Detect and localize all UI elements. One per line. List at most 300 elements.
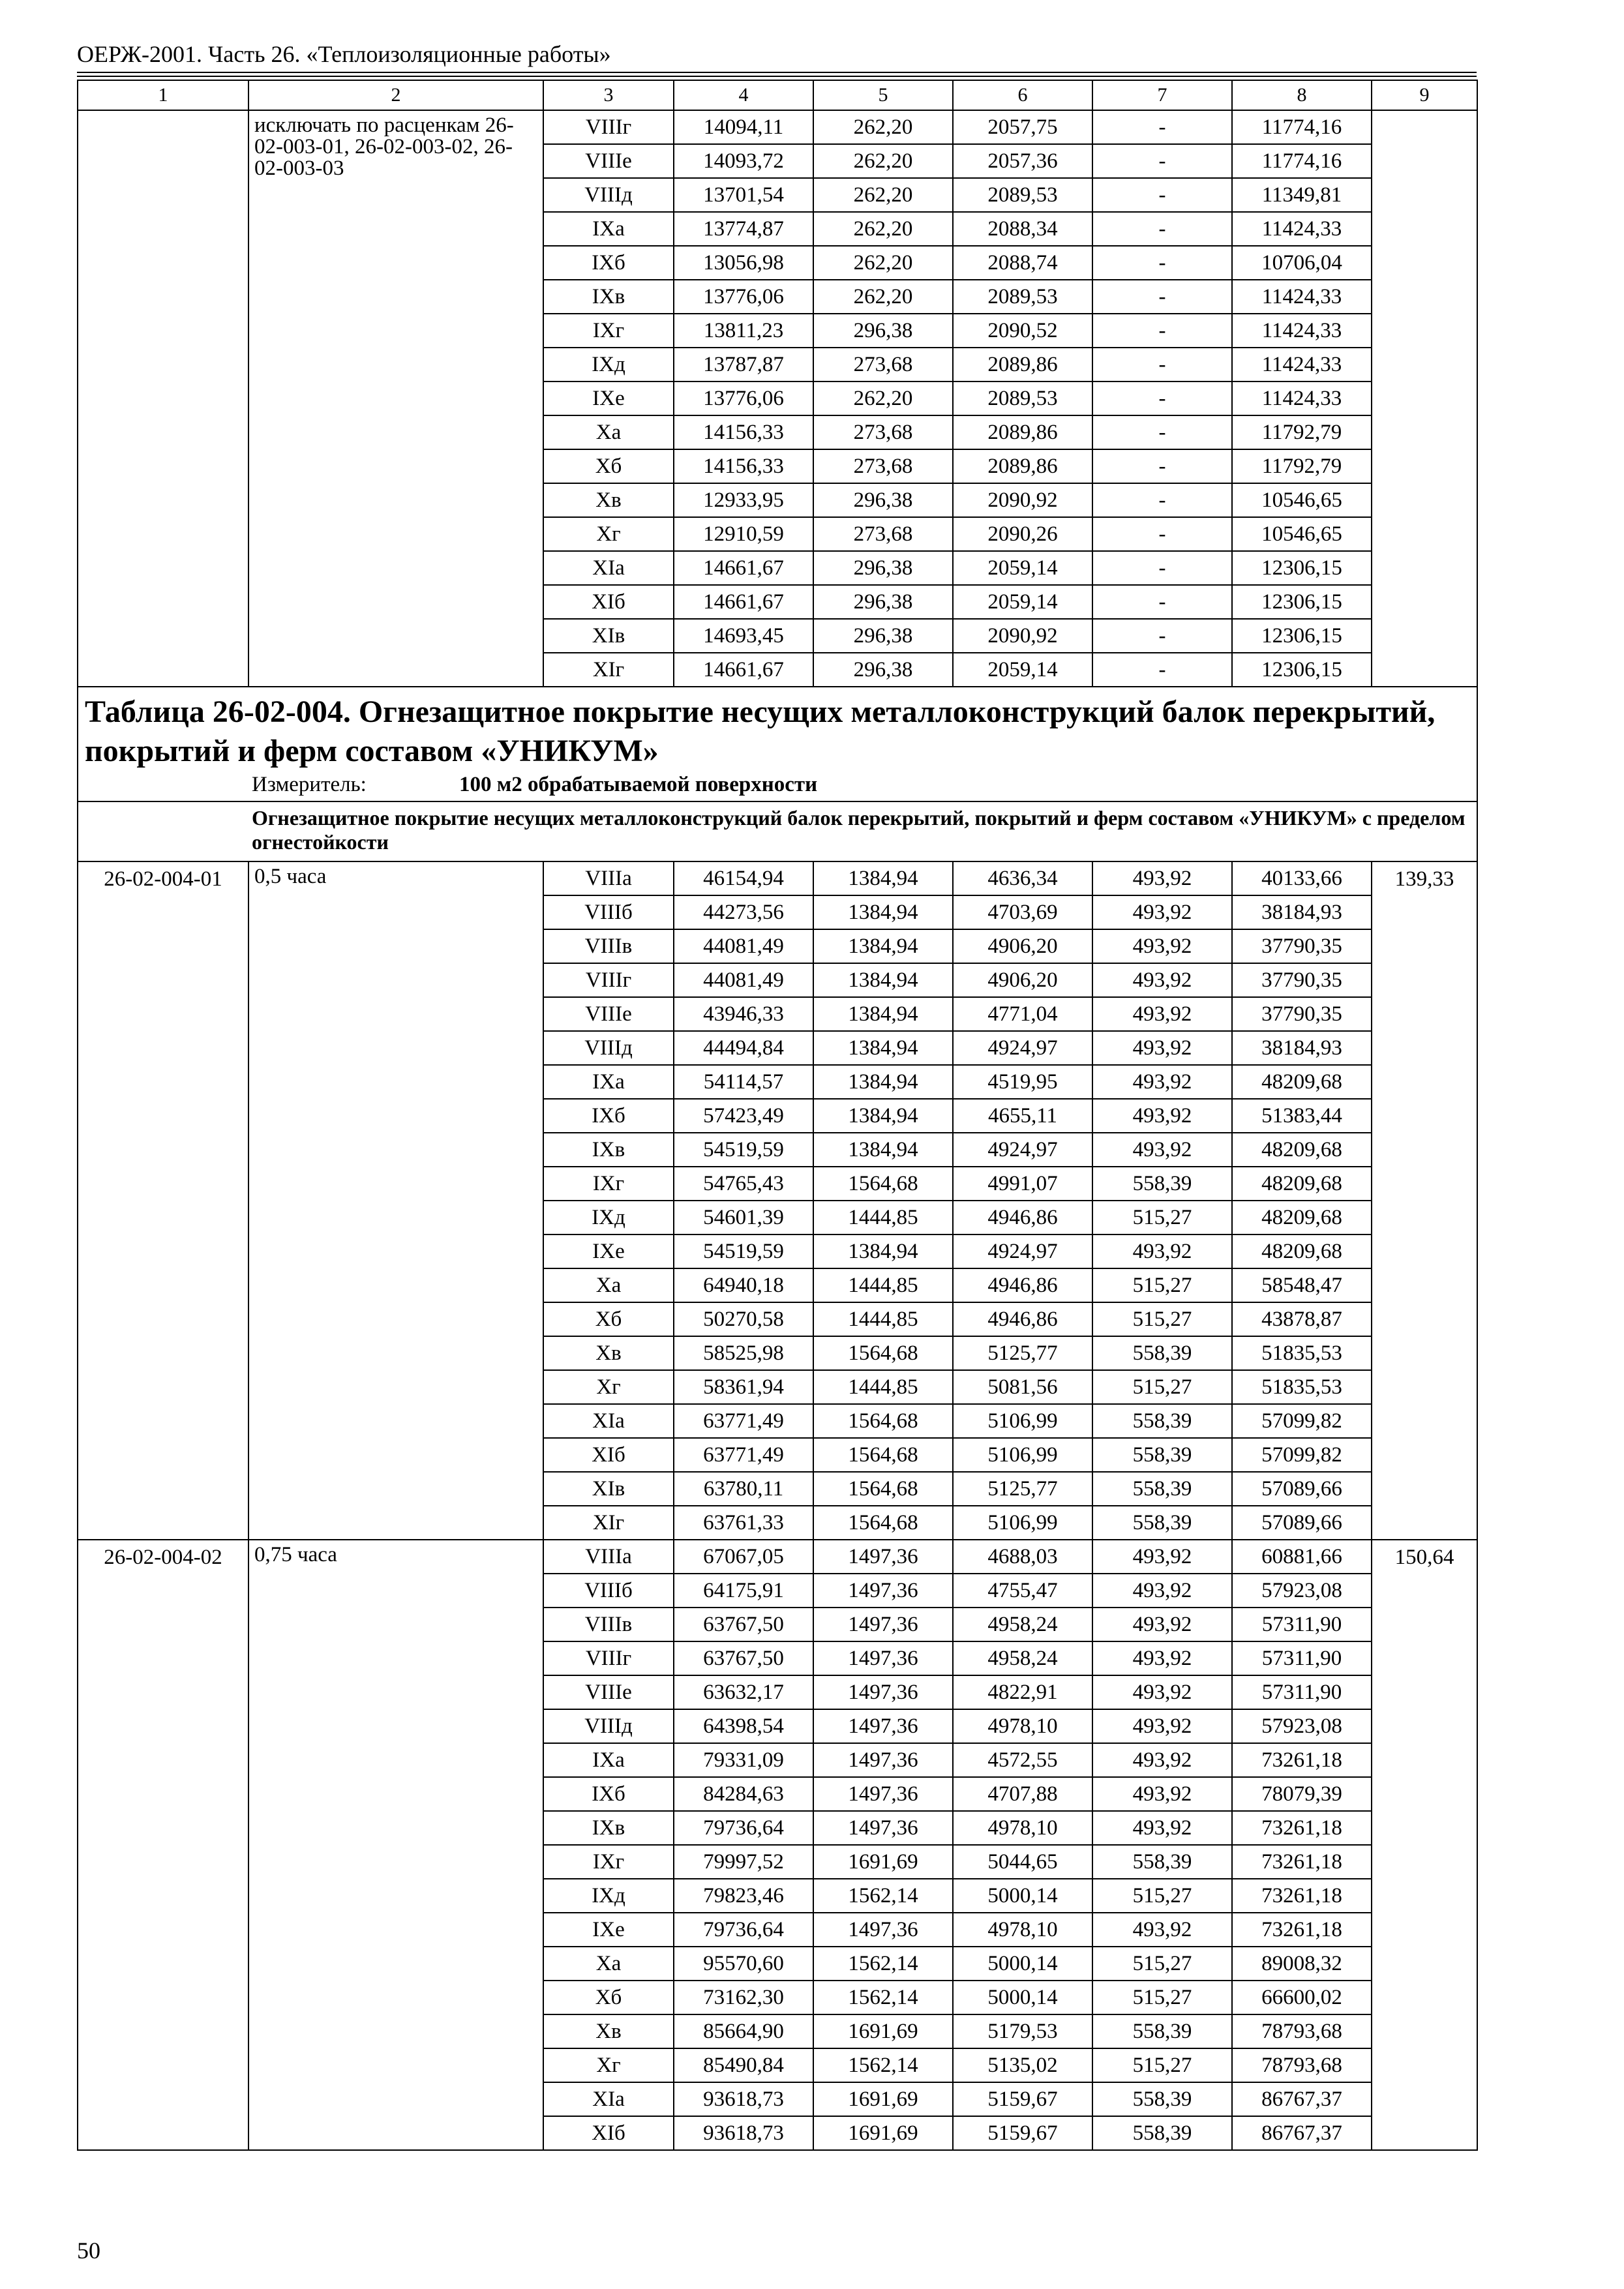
- operator-wages-cell: -: [1092, 212, 1232, 246]
- machines-cell: 2090,26: [953, 517, 1092, 551]
- category-cell: IXв: [543, 280, 674, 314]
- table-title: Таблица 26-02-004. Огнезащитное покрытие несущих металлоконструкций балок перекрытий, покрытий и ферм составом «УНИКУМ»: [85, 695, 1436, 768]
- wages-cell: 273,68: [813, 348, 953, 382]
- operator-wages-cell: 493,92: [1092, 997, 1232, 1031]
- materials-cell: 11774,16: [1232, 110, 1372, 144]
- direct-costs-cell: 93618,73: [674, 2082, 813, 2116]
- category-cell: Xг: [543, 2048, 674, 2082]
- wages-cell: 262,20: [813, 144, 953, 178]
- machines-cell: 4572,55: [953, 1743, 1092, 1777]
- direct-costs-cell: 93618,73: [674, 2116, 813, 2150]
- direct-costs-cell: 58525,98: [674, 1336, 813, 1370]
- machines-cell: 2088,74: [953, 246, 1092, 280]
- direct-costs-cell: 44081,49: [674, 929, 813, 963]
- machines-cell: 5000,14: [953, 1879, 1092, 1913]
- operator-wages-cell: 493,92: [1092, 929, 1232, 963]
- direct-costs-cell: 50270,58: [674, 1302, 813, 1336]
- materials-cell: 12306,15: [1232, 585, 1372, 619]
- machines-cell: 4822,91: [953, 1675, 1092, 1709]
- wages-cell: 1564,68: [813, 1472, 953, 1506]
- category-cell: VIIIа: [543, 861, 674, 895]
- machines-cell: 4703,69: [953, 895, 1092, 929]
- machines-cell: 2089,53: [953, 178, 1092, 212]
- direct-costs-cell: 54519,59: [674, 1234, 813, 1268]
- materials-cell: 12306,15: [1232, 619, 1372, 653]
- direct-costs-cell: 14156,33: [674, 415, 813, 449]
- operator-wages-cell: 493,92: [1092, 1133, 1232, 1167]
- materials-cell: 11424,33: [1232, 212, 1372, 246]
- operator-wages-cell: 515,27: [1092, 1201, 1232, 1234]
- wages-cell: 262,20: [813, 246, 953, 280]
- operator-wages-cell: -: [1092, 280, 1232, 314]
- machines-cell: 4978,10: [953, 1811, 1092, 1845]
- table-row: [78, 861, 1477, 895]
- operator-wages-cell: 493,92: [1092, 1913, 1232, 1947]
- machines-cell: 4978,10: [953, 1913, 1092, 1947]
- materials-cell: 48209,68: [1232, 1133, 1372, 1167]
- wages-cell: 1691,69: [813, 2014, 953, 2048]
- operator-wages-cell: -: [1092, 314, 1232, 348]
- direct-costs-cell: 14661,67: [674, 585, 813, 619]
- category-cell: XIб: [543, 585, 674, 619]
- category-cell: IXг: [543, 1845, 674, 1879]
- direct-costs-cell: 64398,54: [674, 1709, 813, 1743]
- materials-cell: 48209,68: [1232, 1167, 1372, 1201]
- direct-costs-cell: 54519,59: [674, 1133, 813, 1167]
- wages-cell: 262,20: [813, 110, 953, 144]
- wages-cell: 1497,36: [813, 1709, 953, 1743]
- materials-cell: 11424,33: [1232, 382, 1372, 415]
- operator-wages-cell: 515,27: [1092, 1302, 1232, 1336]
- materials-cell: 73261,18: [1232, 1913, 1372, 1947]
- category-cell: Xв: [543, 483, 674, 517]
- category-cell: IXа: [543, 1743, 674, 1777]
- table-meter: [78, 771, 1477, 801]
- direct-costs-cell: 63771,49: [674, 1438, 813, 1472]
- wages-cell: 296,38: [813, 585, 953, 619]
- category-cell: Xб: [543, 449, 674, 483]
- machines-cell: 5159,67: [953, 2116, 1092, 2150]
- machines-cell: 5000,14: [953, 1981, 1092, 2014]
- materials-cell: 51835,53: [1232, 1336, 1372, 1370]
- wages-cell: 1691,69: [813, 2116, 953, 2150]
- column-number: 7: [1092, 80, 1232, 110]
- operator-wages-cell: -: [1092, 348, 1232, 382]
- operator-wages-cell: 493,92: [1092, 1540, 1232, 1574]
- machines-cell: 4946,86: [953, 1201, 1092, 1234]
- category-cell: VIIIе: [543, 144, 674, 178]
- direct-costs-cell: 79736,64: [674, 1913, 813, 1947]
- wages-cell: 1562,14: [813, 2048, 953, 2082]
- wages-cell: 1497,36: [813, 1641, 953, 1675]
- table-subheading: Огнезащитное покрытие несущих металлоконструкций балок перекрытий, покрытий и ферм составом «УНИКУМ» с пределом огнестойкости: [78, 801, 1477, 861]
- wages-cell: 1564,68: [813, 1167, 953, 1201]
- wages-cell: 1444,85: [813, 1302, 953, 1336]
- wages-cell: 1497,36: [813, 1743, 953, 1777]
- column-number: 6: [953, 80, 1092, 110]
- operator-wages-cell: 558,39: [1092, 2082, 1232, 2116]
- operator-wages-cell: 493,92: [1092, 1709, 1232, 1743]
- materials-cell: 57311,90: [1232, 1641, 1372, 1675]
- materials-cell: 43878,87: [1232, 1302, 1372, 1336]
- operator-wages-cell: -: [1092, 246, 1232, 280]
- direct-costs-cell: 63632,17: [674, 1675, 813, 1709]
- operator-wages-cell: 558,39: [1092, 2116, 1232, 2150]
- machines-cell: 4655,11: [953, 1099, 1092, 1133]
- wages-cell: 1562,14: [813, 1879, 953, 1913]
- wages-cell: 296,38: [813, 483, 953, 517]
- category-cell: VIIIа: [543, 1540, 674, 1574]
- wages-cell: 1384,94: [813, 861, 953, 895]
- direct-costs-cell: 13056,98: [674, 246, 813, 280]
- operator-wages-cell: -: [1092, 483, 1232, 517]
- wages-cell: 1384,94: [813, 929, 953, 963]
- category-cell: XIа: [543, 1404, 674, 1438]
- operator-wages-cell: -: [1092, 144, 1232, 178]
- wages-cell: 1562,14: [813, 1981, 953, 2014]
- materials-cell: 57311,90: [1232, 1608, 1372, 1641]
- materials-cell: 58548,47: [1232, 1268, 1372, 1302]
- wages-cell: 1384,94: [813, 1099, 953, 1133]
- column-number: 9: [1372, 80, 1477, 110]
- materials-cell: 10546,65: [1232, 517, 1372, 551]
- category-cell: VIIIе: [543, 1675, 674, 1709]
- category-cell: VIIIд: [543, 178, 674, 212]
- table-row: [78, 110, 1477, 144]
- machines-cell: 2059,14: [953, 585, 1092, 619]
- machines-cell: 4688,03: [953, 1540, 1092, 1574]
- materials-cell: 38184,93: [1232, 895, 1372, 929]
- direct-costs-cell: 12933,95: [674, 483, 813, 517]
- rate-group-code: 26-02-004-02: [78, 1540, 248, 2150]
- materials-cell: 78793,68: [1232, 2048, 1372, 2082]
- direct-costs-cell: 64175,91: [674, 1574, 813, 1608]
- direct-costs-cell: 63780,11: [674, 1472, 813, 1506]
- materials-cell: 11424,33: [1232, 348, 1372, 382]
- direct-costs-cell: 13787,87: [674, 348, 813, 382]
- wages-cell: 1497,36: [813, 1540, 953, 1574]
- machines-cell: 4771,04: [953, 997, 1092, 1031]
- direct-costs-cell: 79331,09: [674, 1743, 813, 1777]
- materials-cell: 11424,33: [1232, 280, 1372, 314]
- operator-wages-cell: -: [1092, 619, 1232, 653]
- materials-cell: 12306,15: [1232, 653, 1372, 687]
- machines-cell: 2057,75: [953, 110, 1092, 144]
- category-cell: XIа: [543, 2082, 674, 2116]
- materials-cell: 60881,66: [1232, 1540, 1372, 1574]
- wages-cell: 1497,36: [813, 1574, 953, 1608]
- materials-cell: 73261,18: [1232, 1879, 1372, 1913]
- materials-cell: 89008,32: [1232, 1947, 1372, 1981]
- direct-costs-cell: 64940,18: [674, 1268, 813, 1302]
- direct-costs-cell: 58361,94: [674, 1370, 813, 1404]
- materials-cell: 37790,35: [1232, 997, 1372, 1031]
- materials-cell: 12306,15: [1232, 551, 1372, 585]
- rate-group-description: 0,5 часа: [248, 861, 543, 1540]
- direct-costs-cell: 79997,52: [674, 1845, 813, 1879]
- machines-cell: 5125,77: [953, 1472, 1092, 1506]
- materials-cell: 37790,35: [1232, 929, 1372, 963]
- rates-table-body: [78, 80, 1477, 2150]
- category-cell: VIIIв: [543, 1608, 674, 1641]
- direct-costs-cell: 14093,72: [674, 144, 813, 178]
- machines-cell: 4946,86: [953, 1302, 1092, 1336]
- materials-cell: 51835,53: [1232, 1370, 1372, 1404]
- category-cell: Xг: [543, 517, 674, 551]
- category-cell: Xа: [543, 415, 674, 449]
- category-cell: Xг: [543, 1370, 674, 1404]
- category-cell: IXе: [543, 1913, 674, 1947]
- machines-cell: 5106,99: [953, 1506, 1092, 1540]
- machines-cell: 5081,56: [953, 1370, 1092, 1404]
- wages-cell: 1384,94: [813, 997, 953, 1031]
- materials-cell: 57099,82: [1232, 1404, 1372, 1438]
- wages-cell: 1564,68: [813, 1506, 953, 1540]
- operator-wages-cell: 493,92: [1092, 895, 1232, 929]
- rate-group-code: 26-02-004-01: [78, 861, 248, 1540]
- category-cell: IXа: [543, 212, 674, 246]
- machines-cell: 4958,24: [953, 1641, 1092, 1675]
- direct-costs-cell: 46154,94: [674, 861, 813, 895]
- operator-wages-cell: 493,92: [1092, 861, 1232, 895]
- operator-wages-cell: -: [1092, 178, 1232, 212]
- operator-wages-cell: 493,92: [1092, 1031, 1232, 1065]
- machines-cell: 4978,10: [953, 1709, 1092, 1743]
- machines-cell: 2089,86: [953, 348, 1092, 382]
- machines-cell: 2089,86: [953, 415, 1092, 449]
- table-title-row: [78, 687, 1477, 801]
- category-cell: IXг: [543, 314, 674, 348]
- wages-cell: 1497,36: [813, 1811, 953, 1845]
- operator-wages-cell: 515,27: [1092, 1370, 1232, 1404]
- operator-wages-cell: 493,92: [1092, 1811, 1232, 1845]
- category-cell: XIг: [543, 1506, 674, 1540]
- wages-cell: 262,20: [813, 178, 953, 212]
- table-title-cell: [78, 687, 1477, 801]
- materials-cell: 57089,66: [1232, 1506, 1372, 1540]
- machines-cell: 2057,36: [953, 144, 1092, 178]
- wages-cell: 273,68: [813, 449, 953, 483]
- column-number: 3: [543, 80, 674, 110]
- materials-cell: 73261,18: [1232, 1811, 1372, 1845]
- direct-costs-cell: 43946,33: [674, 997, 813, 1031]
- operator-wages-cell: 515,27: [1092, 1268, 1232, 1302]
- machines-cell: 4924,97: [953, 1133, 1092, 1167]
- direct-costs-cell: 73162,30: [674, 1981, 813, 2014]
- category-cell: IXб: [543, 246, 674, 280]
- direct-costs-cell: 13774,87: [674, 212, 813, 246]
- machines-cell: 5125,77: [953, 1336, 1092, 1370]
- wages-cell: 262,20: [813, 382, 953, 415]
- direct-costs-cell: 54765,43: [674, 1167, 813, 1201]
- machines-cell: 5106,99: [953, 1404, 1092, 1438]
- wages-cell: 1497,36: [813, 1608, 953, 1641]
- direct-costs-cell: 85490,84: [674, 2048, 813, 2082]
- wages-cell: 1562,14: [813, 1947, 953, 1981]
- materials-cell: 73261,18: [1232, 1845, 1372, 1879]
- category-cell: Xб: [543, 1302, 674, 1336]
- continuation-description: исключать по расценкам 26-02-003-01, 26-02-003-02, 26-02-003-03: [248, 110, 543, 687]
- machines-cell: 2090,92: [953, 619, 1092, 653]
- wages-cell: 1384,94: [813, 963, 953, 997]
- wages-cell: 1564,68: [813, 1336, 953, 1370]
- category-cell: IXе: [543, 1234, 674, 1268]
- materials-cell: 73261,18: [1232, 1743, 1372, 1777]
- machines-cell: 2089,53: [953, 382, 1092, 415]
- machines-cell: 5106,99: [953, 1438, 1092, 1472]
- category-cell: VIIIв: [543, 929, 674, 963]
- meter-label: Измеритель:: [252, 773, 367, 796]
- category-cell: VIIIб: [543, 1574, 674, 1608]
- machines-cell: 4946,86: [953, 1268, 1092, 1302]
- category-cell: VIIIг: [543, 1641, 674, 1675]
- direct-costs-cell: 85664,90: [674, 2014, 813, 2048]
- category-cell: XIб: [543, 2116, 674, 2150]
- direct-costs-cell: 14693,45: [674, 619, 813, 653]
- wages-cell: 1444,85: [813, 1370, 953, 1404]
- category-cell: VIIIб: [543, 895, 674, 929]
- operator-wages-cell: -: [1092, 449, 1232, 483]
- category-cell: VIIIг: [543, 963, 674, 997]
- direct-costs-cell: 63771,49: [674, 1404, 813, 1438]
- operator-wages-cell: 515,27: [1092, 1947, 1232, 1981]
- wages-cell: 1497,36: [813, 1913, 953, 1947]
- category-cell: IXб: [543, 1099, 674, 1133]
- operator-wages-cell: -: [1092, 110, 1232, 144]
- machines-cell: 2089,86: [953, 449, 1092, 483]
- wages-cell: 1497,36: [813, 1675, 953, 1709]
- category-cell: VIIIд: [543, 1709, 674, 1743]
- operator-wages-cell: 558,39: [1092, 1336, 1232, 1370]
- direct-costs-cell: 44081,49: [674, 963, 813, 997]
- operator-wages-cell: 558,39: [1092, 1167, 1232, 1201]
- category-cell: IXг: [543, 1167, 674, 1201]
- direct-costs-cell: 13701,54: [674, 178, 813, 212]
- page-number: 50: [77, 2237, 100, 2264]
- direct-costs-cell: 14661,67: [674, 653, 813, 687]
- operator-wages-cell: 493,92: [1092, 1234, 1232, 1268]
- operator-wages-cell: 558,39: [1092, 1845, 1232, 1879]
- materials-cell: 48209,68: [1232, 1201, 1372, 1234]
- direct-costs-cell: 84284,63: [674, 1777, 813, 1811]
- materials-cell: 57099,82: [1232, 1438, 1372, 1472]
- direct-costs-cell: 79823,46: [674, 1879, 813, 1913]
- materials-cell: 86767,37: [1232, 2082, 1372, 2116]
- direct-costs-cell: 14661,67: [674, 551, 813, 585]
- wages-cell: 1384,94: [813, 1133, 953, 1167]
- operator-wages-cell: 558,39: [1092, 1438, 1232, 1472]
- category-cell: Xв: [543, 1336, 674, 1370]
- table-row: [78, 1540, 1477, 1574]
- materials-cell: 38184,93: [1232, 1031, 1372, 1065]
- materials-cell: 10706,04: [1232, 246, 1372, 280]
- wages-cell: 1384,94: [813, 895, 953, 929]
- wages-cell: 1564,68: [813, 1404, 953, 1438]
- category-cell: XIа: [543, 551, 674, 585]
- rate-group-rate: 150,64: [1372, 1540, 1477, 2150]
- direct-costs-cell: 63767,50: [674, 1608, 813, 1641]
- direct-costs-cell: 12910,59: [674, 517, 813, 551]
- direct-costs-cell: 54114,57: [674, 1065, 813, 1099]
- wages-cell: 296,38: [813, 653, 953, 687]
- table-subheading-row: [78, 801, 1477, 861]
- wages-cell: 296,38: [813, 619, 953, 653]
- category-cell: XIв: [543, 1472, 674, 1506]
- operator-wages-cell: 493,92: [1092, 1777, 1232, 1811]
- operator-wages-cell: 515,27: [1092, 1879, 1232, 1913]
- machines-cell: 2059,14: [953, 551, 1092, 585]
- materials-cell: 37790,35: [1232, 963, 1372, 997]
- machines-cell: 4906,20: [953, 929, 1092, 963]
- direct-costs-cell: 79736,64: [674, 1811, 813, 1845]
- materials-cell: 57311,90: [1232, 1675, 1372, 1709]
- rate-group-rate: 139,33: [1372, 861, 1477, 1540]
- wages-cell: 262,20: [813, 280, 953, 314]
- materials-cell: 11349,81: [1232, 178, 1372, 212]
- operator-wages-cell: 515,27: [1092, 2048, 1232, 2082]
- category-cell: Xб: [543, 1981, 674, 2014]
- category-cell: VIIIг: [543, 110, 674, 144]
- materials-cell: 57923,08: [1232, 1574, 1372, 1608]
- continuation-rate: [1372, 110, 1477, 687]
- meter-value: 100 м2 обрабатываемой поверхности: [459, 773, 818, 796]
- wages-cell: 1564,68: [813, 1438, 953, 1472]
- category-cell: Xа: [543, 1268, 674, 1302]
- machines-cell: 2089,53: [953, 280, 1092, 314]
- direct-costs-cell: 14094,11: [674, 110, 813, 144]
- machines-cell: 5044,65: [953, 1845, 1092, 1879]
- materials-cell: 11774,16: [1232, 144, 1372, 178]
- wages-cell: 262,20: [813, 212, 953, 246]
- wages-cell: 296,38: [813, 314, 953, 348]
- category-cell: IXд: [543, 1879, 674, 1913]
- direct-costs-cell: 67067,05: [674, 1540, 813, 1574]
- wages-cell: 1384,94: [813, 1031, 953, 1065]
- materials-cell: 48209,68: [1232, 1234, 1372, 1268]
- machines-cell: 4924,97: [953, 1234, 1092, 1268]
- materials-cell: 66600,02: [1232, 1981, 1372, 2014]
- materials-cell: 11792,79: [1232, 415, 1372, 449]
- wages-cell: 1384,94: [813, 1065, 953, 1099]
- category-cell: IXв: [543, 1811, 674, 1845]
- category-cell: IXд: [543, 1201, 674, 1234]
- materials-cell: 78793,68: [1232, 2014, 1372, 2048]
- materials-cell: 51383,44: [1232, 1099, 1372, 1133]
- category-cell: VIIIд: [543, 1031, 674, 1065]
- operator-wages-cell: 493,92: [1092, 1099, 1232, 1133]
- machines-cell: 5159,67: [953, 2082, 1092, 2116]
- column-number: 5: [813, 80, 953, 110]
- operator-wages-cell: -: [1092, 517, 1232, 551]
- materials-cell: 10546,65: [1232, 483, 1372, 517]
- wages-cell: 1444,85: [813, 1201, 953, 1234]
- operator-wages-cell: 558,39: [1092, 1506, 1232, 1540]
- header-rule-secondary: [77, 76, 1477, 77]
- category-cell: Xв: [543, 2014, 674, 2048]
- operator-wages-cell: 558,39: [1092, 1404, 1232, 1438]
- operator-wages-cell: -: [1092, 653, 1232, 687]
- rates-table: [77, 80, 1478, 2151]
- operator-wages-cell: 493,92: [1092, 1574, 1232, 1608]
- wages-cell: 1497,36: [813, 1777, 953, 1811]
- materials-cell: 11792,79: [1232, 449, 1372, 483]
- wages-cell: 1691,69: [813, 1845, 953, 1879]
- operator-wages-cell: 493,92: [1092, 1675, 1232, 1709]
- machines-cell: 4924,97: [953, 1031, 1092, 1065]
- column-number: 2: [248, 80, 543, 110]
- operator-wages-cell: 493,92: [1092, 1065, 1232, 1099]
- category-cell: IXд: [543, 348, 674, 382]
